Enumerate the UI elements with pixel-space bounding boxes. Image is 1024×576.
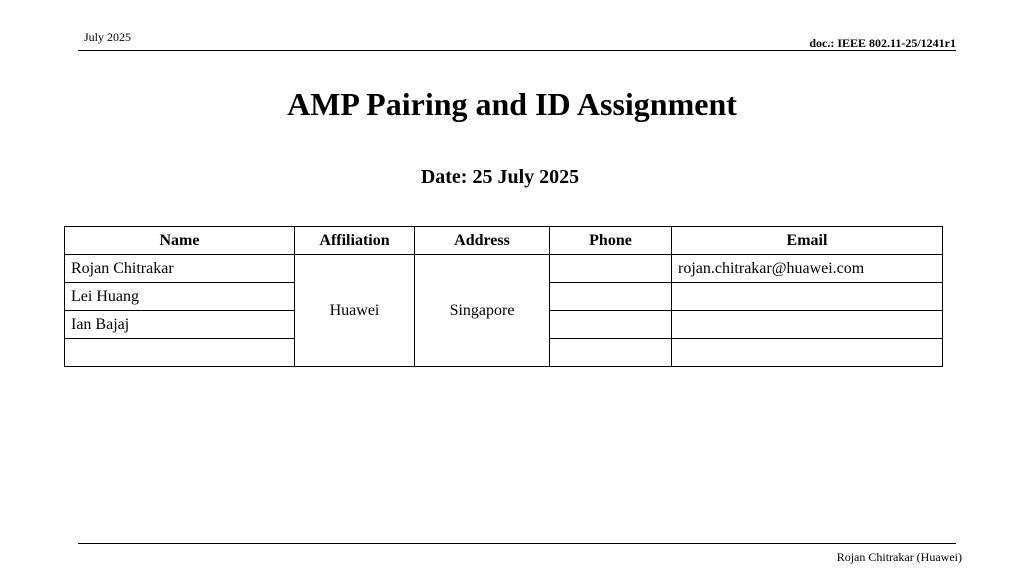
authors-table bbox=[64, 226, 943, 367]
column-header-name: Name bbox=[65, 227, 295, 255]
cell-affiliation: Huawei bbox=[295, 255, 415, 367]
cell-name: Lei Huang bbox=[65, 283, 295, 311]
footer-author: Rojan Chitrakar (Huawei) bbox=[836, 550, 962, 564]
cell-phone bbox=[550, 339, 672, 367]
table-row bbox=[65, 255, 943, 283]
date-line: Date: 25 July 2025 bbox=[420, 166, 580, 188]
table-header-row bbox=[65, 227, 943, 255]
cell-email bbox=[672, 339, 943, 367]
header-date: July 2025 bbox=[84, 30, 132, 44]
cell-phone bbox=[550, 311, 672, 339]
cell-name: Rojan Chitrakar bbox=[65, 255, 295, 283]
cell-phone bbox=[550, 283, 672, 311]
footer-divider bbox=[78, 543, 956, 544]
cell-phone bbox=[550, 255, 672, 283]
cell-email bbox=[672, 311, 943, 339]
slide-title: AMP Pairing and ID Assignment bbox=[287, 86, 737, 122]
header-divider bbox=[78, 50, 956, 51]
cell-email bbox=[672, 283, 943, 311]
cell-name: Ian Bajaj bbox=[65, 311, 295, 339]
cell-email: rojan.chitrakar@huawei.com bbox=[672, 255, 943, 283]
cell-address: Singapore bbox=[415, 255, 550, 367]
column-header-email: Email bbox=[672, 227, 943, 255]
column-header-affiliation: Affiliation bbox=[295, 227, 415, 255]
column-header-phone: Phone bbox=[550, 227, 672, 255]
header-doc-id: doc.: IEEE 802.11-25/1241r1 bbox=[809, 36, 956, 50]
cell-name bbox=[65, 339, 295, 367]
column-header-address: Address bbox=[415, 227, 550, 255]
